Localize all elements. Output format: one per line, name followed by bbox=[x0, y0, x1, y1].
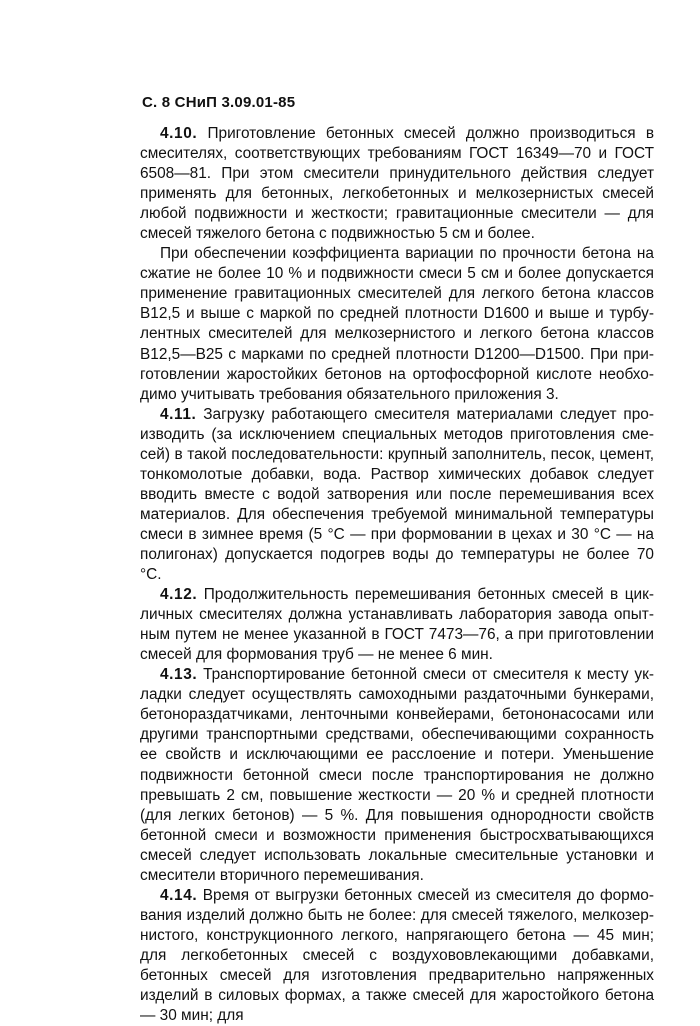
clause-number: 4.14. bbox=[160, 886, 198, 904]
document-body bbox=[140, 124, 654, 1026]
clause-text: Время от выгрузки бетонных смесей из смесителя до формования изделий должно быть не более: для смесей тяжелого, мелкозернистого, конструкционного легкого, напрягающего бетона — 45 мин; для легкобетонных смесей с воздухововлекающими добавками, бетонных смесей для изготовления предварительно напряженных изделий в силовых формах, а также смесей для жаростойкого бетона — 30 мин; для bbox=[140, 886, 655, 1025]
clause-4-13 bbox=[140, 665, 654, 886]
clause-number: 4.10. bbox=[160, 125, 198, 142]
clause-number: 4.13. bbox=[160, 666, 198, 684]
clause-4-10-continuation bbox=[140, 244, 654, 404]
clause-4-11 bbox=[140, 405, 654, 585]
clause-4-14 bbox=[140, 886, 654, 1026]
clause-text: Продолжительность перемешивания бетонных смесей в цикличных смесителях должна устанавливать лаборатория завода опытным путем не менее указанной в ГОСТ 7473—76, а при приготовлении смесей для формования труб — не менее 6 мин. bbox=[140, 586, 654, 664]
clause-text: Загрузку работающего смесителя материалами следует производить (за исключением специальных методов приготовления смесей) в такой последовательности: крупный заполнитель, песок, цемент, тонкомолотые добавки, вода. Раствор химических добавок следует вводить вместе с водой затворения или после перемешивания всех материалов. Для обеспечения требуемой минимальной температуры смеси в зимнее время (5 °С — при формовании в цехах и 30 °С — на полигонах) допускается подогрев воды до температуры не более 70 °С. bbox=[140, 405, 654, 584]
clause-number: 4.11. bbox=[160, 405, 197, 423]
page-header: С. 8 СНиП 3.09.01-85 bbox=[142, 94, 296, 111]
clause-text: Транспортирование бетонной смеси от смесителя к месту укладки следует осуществлять самоходными раздаточными бункерами, бетонораздатчиками, ленточными конвейерами, бетононасосами или другими транспортными средствами, обеспечивающими сохранность ее свойств и исключающими ее расслоение и потери. Уменьшение подвижности бетонной смеси после транспортирования не должно превышать 2 см, повышение жесткости — 20 % и средней плотности (для легких бетонов) — 5 %. Для повышения однородности свойств бетонной смеси и возможности применения быстросхватывающихся смесей следует использовать локальные смесительные установки и смесители вторичного перемешивания. bbox=[140, 666, 654, 884]
clause-text: При обеспечении коэффициента вариации по прочности бетона на сжатие не более 10 % и подвижности смеси 5 см и более допускается применение гравитационных смесителей для легкого бетона классов В12,5 и выше с маркой по средней плотности D1600 и выше и турбулентных смесителей для мелкозернистого и легкого бетона классов В12,5—В25 с марками по средней плотности D1200—D1500. При приготовлении жаростойких бетонов на ортофосфорной кислоте необходимо учитывать требования обязательного приложения 3. bbox=[140, 245, 654, 403]
clause-4-12 bbox=[140, 585, 654, 665]
clause-4-10 bbox=[140, 124, 654, 244]
clause-text: Приготовление бетонных смесей должно производиться в смесителях, соответствующих требованиям ГОСТ 16349—70 и ГОСТ 6508—81. При этом смесители принудительного действия следует применять для бетонных, легкобетонных и мелкозернистых смесей любой подвижности и жесткости; гравитационные смесители — для смесей тяжелого бетона с подвижностью 5 см и более. bbox=[140, 125, 654, 243]
clause-number: 4.12. bbox=[160, 586, 198, 604]
